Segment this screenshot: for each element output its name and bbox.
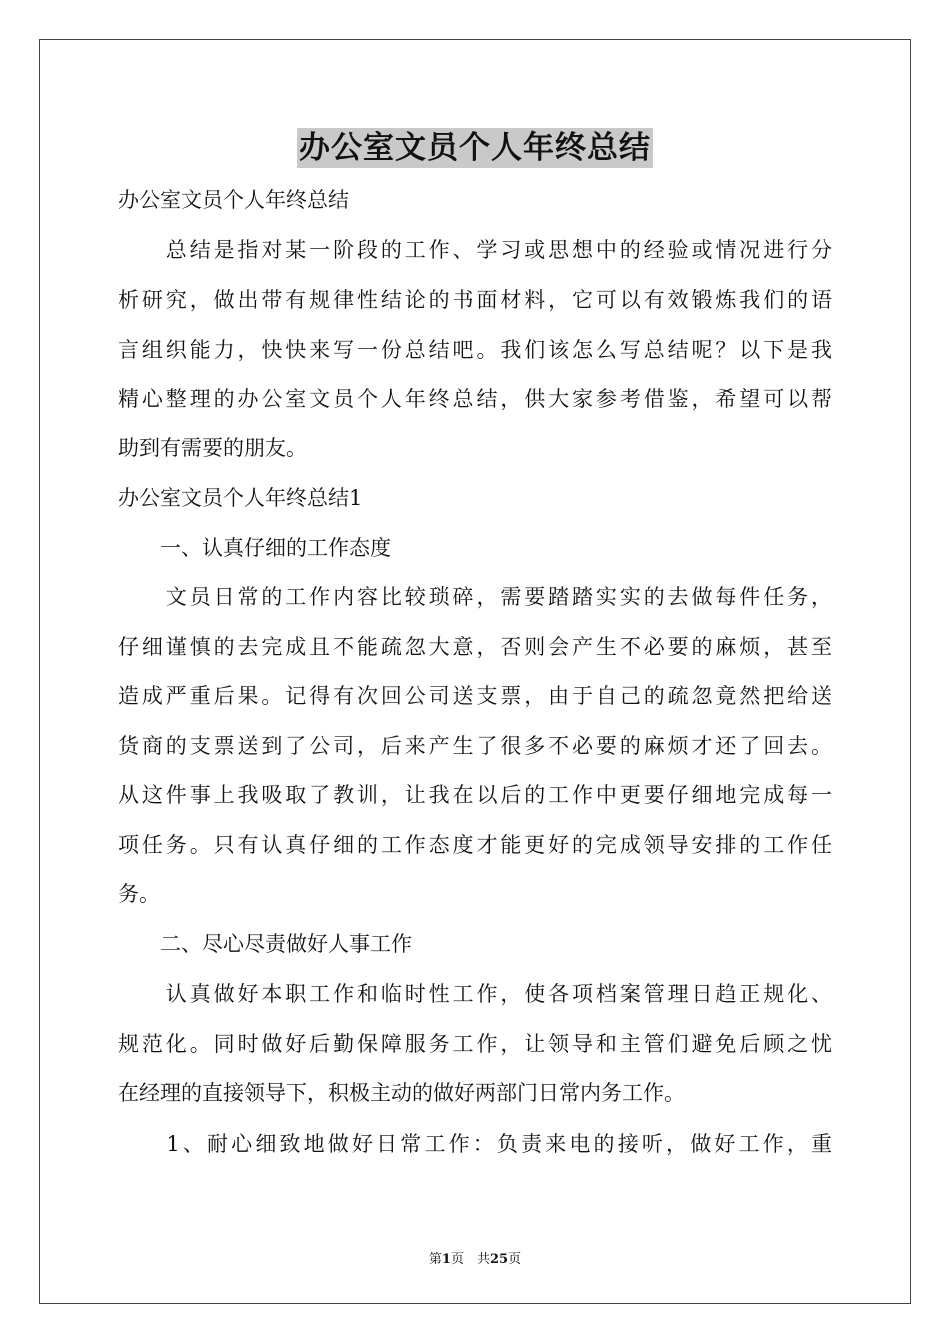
intro-line: 言组织能力，快快来写一份总结吧。我们该怎么写总结呢？以下是我	[118, 338, 832, 362]
footer-mid: 页 共	[450, 1252, 490, 1267]
footer-suffix: 页	[508, 1252, 522, 1267]
paragraph-line: 造成严重后果。记得有次回公司送支票，由于自己的疏忽竟然把给送	[118, 684, 832, 708]
page-border	[39, 39, 911, 1304]
footer-page-number: 1	[441, 1252, 451, 1267]
section-title: 办公室文员个人年终总结1	[118, 486, 363, 510]
footer-total-pages: 25	[489, 1252, 509, 1267]
intro-line: 助到有需要的朋友。	[118, 436, 307, 460]
subtitle: 办公室文员个人年终总结	[118, 188, 349, 212]
paragraph-line: 文员日常的工作内容比较琐碎，需要踏踏实实的去做每件任务，	[118, 585, 832, 609]
intro-line: 总结是指对某一阶段的工作、学习或思想中的经验或情况进行分	[118, 238, 832, 262]
paragraph-line: 认真做好本职工作和临时性工作，使各项档案管理日趋正规化、	[118, 982, 832, 1006]
item-one-line: 1、耐心细致地做好日常工作：负责来电的接听，做好工作，重	[118, 1132, 832, 1156]
paragraph-line: 从这件事上我吸取了教训，让我在以后的工作中更要仔细地完成每一	[118, 783, 832, 807]
heading-two: 二、尽心尽责做好人事工作	[118, 932, 412, 956]
page-footer	[0, 1248, 950, 1267]
paragraph-line: 在经理的直接领导下，积极主动的做好两部门日常内务工作。	[118, 1081, 685, 1105]
title-container	[0, 128, 950, 168]
paragraph-line: 项任务。只有认真仔细的工作态度才能更好的完成领导安排的工作任	[118, 833, 832, 857]
paragraph-line: 规范化。同时做好后勤保障服务工作，让领导和主管们避免后顾之忧	[118, 1032, 832, 1056]
document-title: 办公室文员个人年终总结	[299, 130, 651, 166]
paragraph-line: 货商的支票送到了公司，后来产生了很多不必要的麻烦才还了回去。	[118, 734, 832, 758]
footer-prefix: 第	[428, 1252, 442, 1267]
intro-line: 析研究，做出带有规律性结论的书面材料，它可以有效锻炼我们的语	[118, 288, 832, 312]
paragraph-line: 务。	[118, 882, 160, 906]
intro-line: 精心整理的办公室文员个人年终总结，供大家参考借鉴，希望可以帮	[118, 387, 832, 411]
heading-one: 一、认真仔细的工作态度	[118, 536, 391, 560]
paragraph-line: 仔细谨慎的去完成且不能疏忽大意，否则会产生不必要的麻烦，甚至	[118, 635, 832, 659]
